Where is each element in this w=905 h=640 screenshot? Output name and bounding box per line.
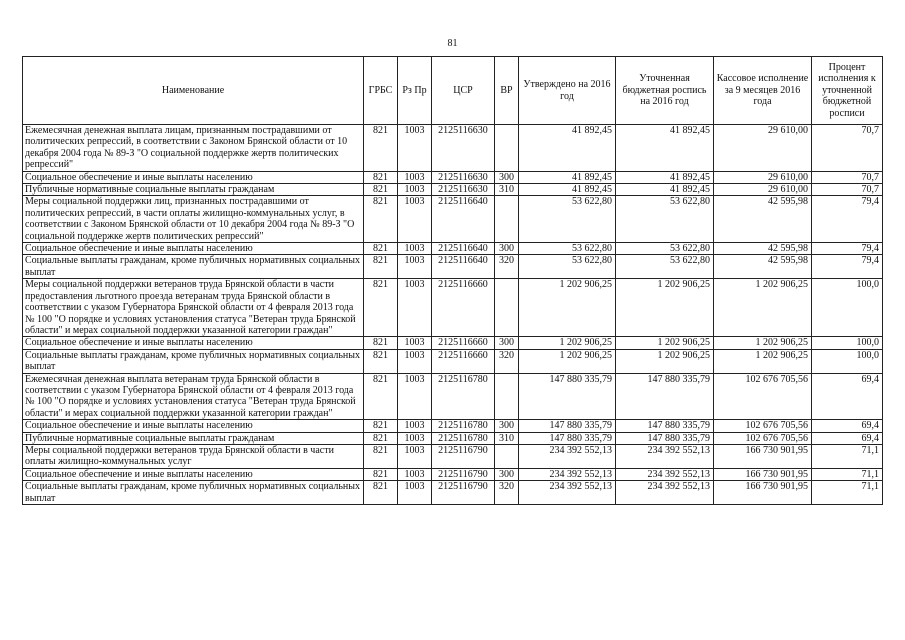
cell-approved: 1 202 906,25: [519, 279, 616, 337]
cell-name: Меры социальной поддержки лиц, признанных пострадавшими от политических репрессий, в части оплаты жилищно-коммунальных услуг, в соответствии с Законом Брянской области от 10 декабря 2004 года № 89-З "О социальной поддержке жертв политических репрессий": [23, 196, 364, 243]
header-refined: Уточненная бюджетная роспись на 2016 год: [616, 57, 714, 125]
cell-approved: 234 392 552,13: [519, 468, 616, 480]
cell-vr: 310: [495, 432, 519, 444]
cell-name: Публичные нормативные социальные выплаты гражданам: [23, 184, 364, 196]
table-body: [23, 125, 883, 505]
table-row: [23, 243, 883, 255]
table-row: [23, 337, 883, 349]
cell-grbs: 821: [364, 243, 398, 255]
cell-percent: 79,4: [812, 243, 883, 255]
cell-grbs: 821: [364, 349, 398, 373]
cell-rzpr: 1003: [398, 279, 432, 337]
cell-cash: 1 202 906,25: [714, 279, 812, 337]
cell-refined: 147 880 335,79: [616, 373, 714, 420]
cell-refined: 41 892,45: [616, 184, 714, 196]
cell-name: Социальное обеспечение и иные выплаты населению: [23, 337, 364, 349]
cell-name: Социальное обеспечение и иные выплаты населению: [23, 171, 364, 183]
cell-csr: 2125116660: [432, 349, 495, 373]
cell-refined: 1 202 906,25: [616, 349, 714, 373]
cell-grbs: 821: [364, 279, 398, 337]
cell-grbs: 821: [364, 468, 398, 480]
cell-refined: 234 392 552,13: [616, 468, 714, 480]
cell-csr: 2125116640: [432, 196, 495, 243]
cell-name: Меры социальной поддержки ветеранов труда Брянской области в части оплаты жилищно-коммунальных услуг: [23, 444, 364, 468]
cell-rzpr: 1003: [398, 444, 432, 468]
cell-percent: 70,7: [812, 125, 883, 172]
budget-table: [22, 56, 883, 505]
table-row: [23, 349, 883, 373]
cell-cash: 166 730 901,95: [714, 468, 812, 480]
cell-approved: 147 880 335,79: [519, 432, 616, 444]
cell-vr: [495, 125, 519, 172]
cell-refined: 1 202 906,25: [616, 337, 714, 349]
cell-csr: 2125116780: [432, 432, 495, 444]
header-csr: ЦСР: [432, 57, 495, 125]
cell-cash: 1 202 906,25: [714, 349, 812, 373]
cell-csr: 2125116660: [432, 337, 495, 349]
cell-csr: 2125116630: [432, 171, 495, 183]
cell-name: Ежемесячная денежная выплата лицам, признанным пострадавшими от политических репрессий, в соответствии с Законом Брянской области от 10 декабря 2004 года № 89-З "О социальной поддержке жертв политических репрессий": [23, 125, 364, 172]
cell-grbs: 821: [364, 420, 398, 432]
cell-csr: 2125116790: [432, 468, 495, 480]
cell-cash: 1 202 906,25: [714, 337, 812, 349]
cell-percent: 71,1: [812, 468, 883, 480]
cell-approved: 53 622,80: [519, 255, 616, 279]
cell-csr: 2125116640: [432, 243, 495, 255]
cell-vr: 300: [495, 337, 519, 349]
cell-percent: 69,4: [812, 420, 883, 432]
cell-name: Социальное обеспечение и иные выплаты населению: [23, 420, 364, 432]
table-row: [23, 468, 883, 480]
cell-approved: 1 202 906,25: [519, 349, 616, 373]
cell-vr: 320: [495, 481, 519, 505]
cell-refined: 53 622,80: [616, 243, 714, 255]
cell-rzpr: 1003: [398, 184, 432, 196]
header-grbs: ГРБС: [364, 57, 398, 125]
cell-percent: 79,4: [812, 196, 883, 243]
cell-refined: 53 622,80: [616, 255, 714, 279]
cell-percent: 71,1: [812, 444, 883, 468]
cell-percent: 69,4: [812, 432, 883, 444]
cell-rzpr: 1003: [398, 125, 432, 172]
cell-rzpr: 1003: [398, 432, 432, 444]
cell-approved: 234 392 552,13: [519, 481, 616, 505]
cell-percent: 69,4: [812, 373, 883, 420]
table-row: [23, 432, 883, 444]
cell-rzpr: 1003: [398, 255, 432, 279]
cell-approved: 147 880 335,79: [519, 373, 616, 420]
cell-csr: 2125116780: [432, 420, 495, 432]
table-row: [23, 373, 883, 420]
cell-name: Меры социальной поддержки ветеранов труда Брянской области в части предоставления льготного проезда ветеранам труда Брянской области в соответствии с указом Губернатора Брянской области от 4 февраля 2013 года № 100 "О порядке и условиях установления статуса "Ветеран труда Брянской области" и мерах социальной поддержки указанной категории граждан": [23, 279, 364, 337]
cell-percent: 100,0: [812, 349, 883, 373]
cell-approved: 53 622,80: [519, 196, 616, 243]
cell-vr: [495, 444, 519, 468]
cell-grbs: 821: [364, 337, 398, 349]
cell-rzpr: 1003: [398, 420, 432, 432]
cell-grbs: 821: [364, 184, 398, 196]
cell-cash: 42 595,98: [714, 255, 812, 279]
cell-refined: 1 202 906,25: [616, 279, 714, 337]
cell-rzpr: 1003: [398, 349, 432, 373]
table-row: [23, 125, 883, 172]
cell-csr: 2125116630: [432, 184, 495, 196]
cell-approved: 1 202 906,25: [519, 337, 616, 349]
cell-csr: 2125116630: [432, 125, 495, 172]
cell-rzpr: 1003: [398, 196, 432, 243]
table-row: [23, 171, 883, 183]
cell-name: Социальные выплаты гражданам, кроме публичных нормативных социальных выплат: [23, 349, 364, 373]
cell-cash: 102 676 705,56: [714, 432, 812, 444]
cell-rzpr: 1003: [398, 337, 432, 349]
cell-vr: 300: [495, 171, 519, 183]
cell-refined: 234 392 552,13: [616, 444, 714, 468]
cell-name: Публичные нормативные социальные выплаты гражданам: [23, 432, 364, 444]
cell-vr: [495, 196, 519, 243]
cell-name: Социальное обеспечение и иные выплаты населению: [23, 243, 364, 255]
header-name: Наименование: [23, 57, 364, 125]
cell-cash: 42 595,98: [714, 196, 812, 243]
table-row: [23, 444, 883, 468]
cell-rzpr: 1003: [398, 171, 432, 183]
cell-approved: 53 622,80: [519, 243, 616, 255]
cell-vr: [495, 373, 519, 420]
cell-approved: 234 392 552,13: [519, 444, 616, 468]
cell-approved: 41 892,45: [519, 171, 616, 183]
cell-grbs: 821: [364, 171, 398, 183]
cell-cash: 29 610,00: [714, 125, 812, 172]
cell-cash: 166 730 901,95: [714, 444, 812, 468]
cell-name: Социальное обеспечение и иные выплаты населению: [23, 468, 364, 480]
cell-rzpr: 1003: [398, 481, 432, 505]
cell-vr: [495, 279, 519, 337]
cell-rzpr: 1003: [398, 468, 432, 480]
cell-vr: 300: [495, 420, 519, 432]
cell-csr: 2125116660: [432, 279, 495, 337]
cell-grbs: 821: [364, 481, 398, 505]
cell-percent: 79,4: [812, 255, 883, 279]
cell-refined: 147 880 335,79: [616, 432, 714, 444]
cell-csr: 2125116640: [432, 255, 495, 279]
cell-rzpr: 1003: [398, 243, 432, 255]
table-row: [23, 184, 883, 196]
table-row: [23, 420, 883, 432]
header-vr: ВР: [495, 57, 519, 125]
header-rzpr: Рз Пр: [398, 57, 432, 125]
cell-approved: 41 892,45: [519, 184, 616, 196]
cell-grbs: 821: [364, 373, 398, 420]
header-percent: Процент исполнения к уточненной бюджетной росписи: [812, 57, 883, 125]
cell-percent: 71,1: [812, 481, 883, 505]
table-row: [23, 279, 883, 337]
cell-csr: 2125116790: [432, 481, 495, 505]
cell-percent: 70,7: [812, 171, 883, 183]
cell-grbs: 821: [364, 196, 398, 243]
cell-percent: 100,0: [812, 279, 883, 337]
cell-approved: 147 880 335,79: [519, 420, 616, 432]
cell-grbs: 821: [364, 255, 398, 279]
page-number: 81: [447, 38, 458, 49]
table-row: [23, 196, 883, 243]
cell-csr: 2125116790: [432, 444, 495, 468]
cell-rzpr: 1003: [398, 373, 432, 420]
cell-name: Социальные выплаты гражданам, кроме публичных нормативных социальных выплат: [23, 255, 364, 279]
cell-cash: 29 610,00: [714, 184, 812, 196]
cell-refined: 41 892,45: [616, 171, 714, 183]
cell-cash: 42 595,98: [714, 243, 812, 255]
cell-vr: 320: [495, 349, 519, 373]
cell-refined: 147 880 335,79: [616, 420, 714, 432]
header-approved: Утверждено на 2016 год: [519, 57, 616, 125]
table-header-row: [23, 57, 883, 125]
cell-grbs: 821: [364, 432, 398, 444]
cell-percent: 100,0: [812, 337, 883, 349]
cell-vr: 300: [495, 243, 519, 255]
cell-percent: 70,7: [812, 184, 883, 196]
cell-name: Социальные выплаты гражданам, кроме публичных нормативных социальных выплат: [23, 481, 364, 505]
cell-refined: 41 892,45: [616, 125, 714, 172]
cell-cash: 166 730 901,95: [714, 481, 812, 505]
cell-cash: 102 676 705,56: [714, 373, 812, 420]
table-row: [23, 255, 883, 279]
header-cash: Кассовое исполнение за 9 месяцев 2016 года: [714, 57, 812, 125]
cell-csr: 2125116780: [432, 373, 495, 420]
cell-cash: 102 676 705,56: [714, 420, 812, 432]
cell-refined: 53 622,80: [616, 196, 714, 243]
table-row: [23, 481, 883, 505]
cell-vr: 320: [495, 255, 519, 279]
cell-approved: 41 892,45: [519, 125, 616, 172]
cell-vr: 310: [495, 184, 519, 196]
cell-grbs: 821: [364, 444, 398, 468]
cell-vr: 300: [495, 468, 519, 480]
cell-refined: 234 392 552,13: [616, 481, 714, 505]
cell-name: Ежемесячная денежная выплата ветеранам труда Брянской области в соответствии с указом Губернатора Брянской области от 4 февраля 2013 года № 100 "О порядке и условиях установления статуса "Ветеран труда Брянской области" и мерах социальной поддержки указанной категории граждан": [23, 373, 364, 420]
cell-grbs: 821: [364, 125, 398, 172]
cell-cash: 29 610,00: [714, 171, 812, 183]
